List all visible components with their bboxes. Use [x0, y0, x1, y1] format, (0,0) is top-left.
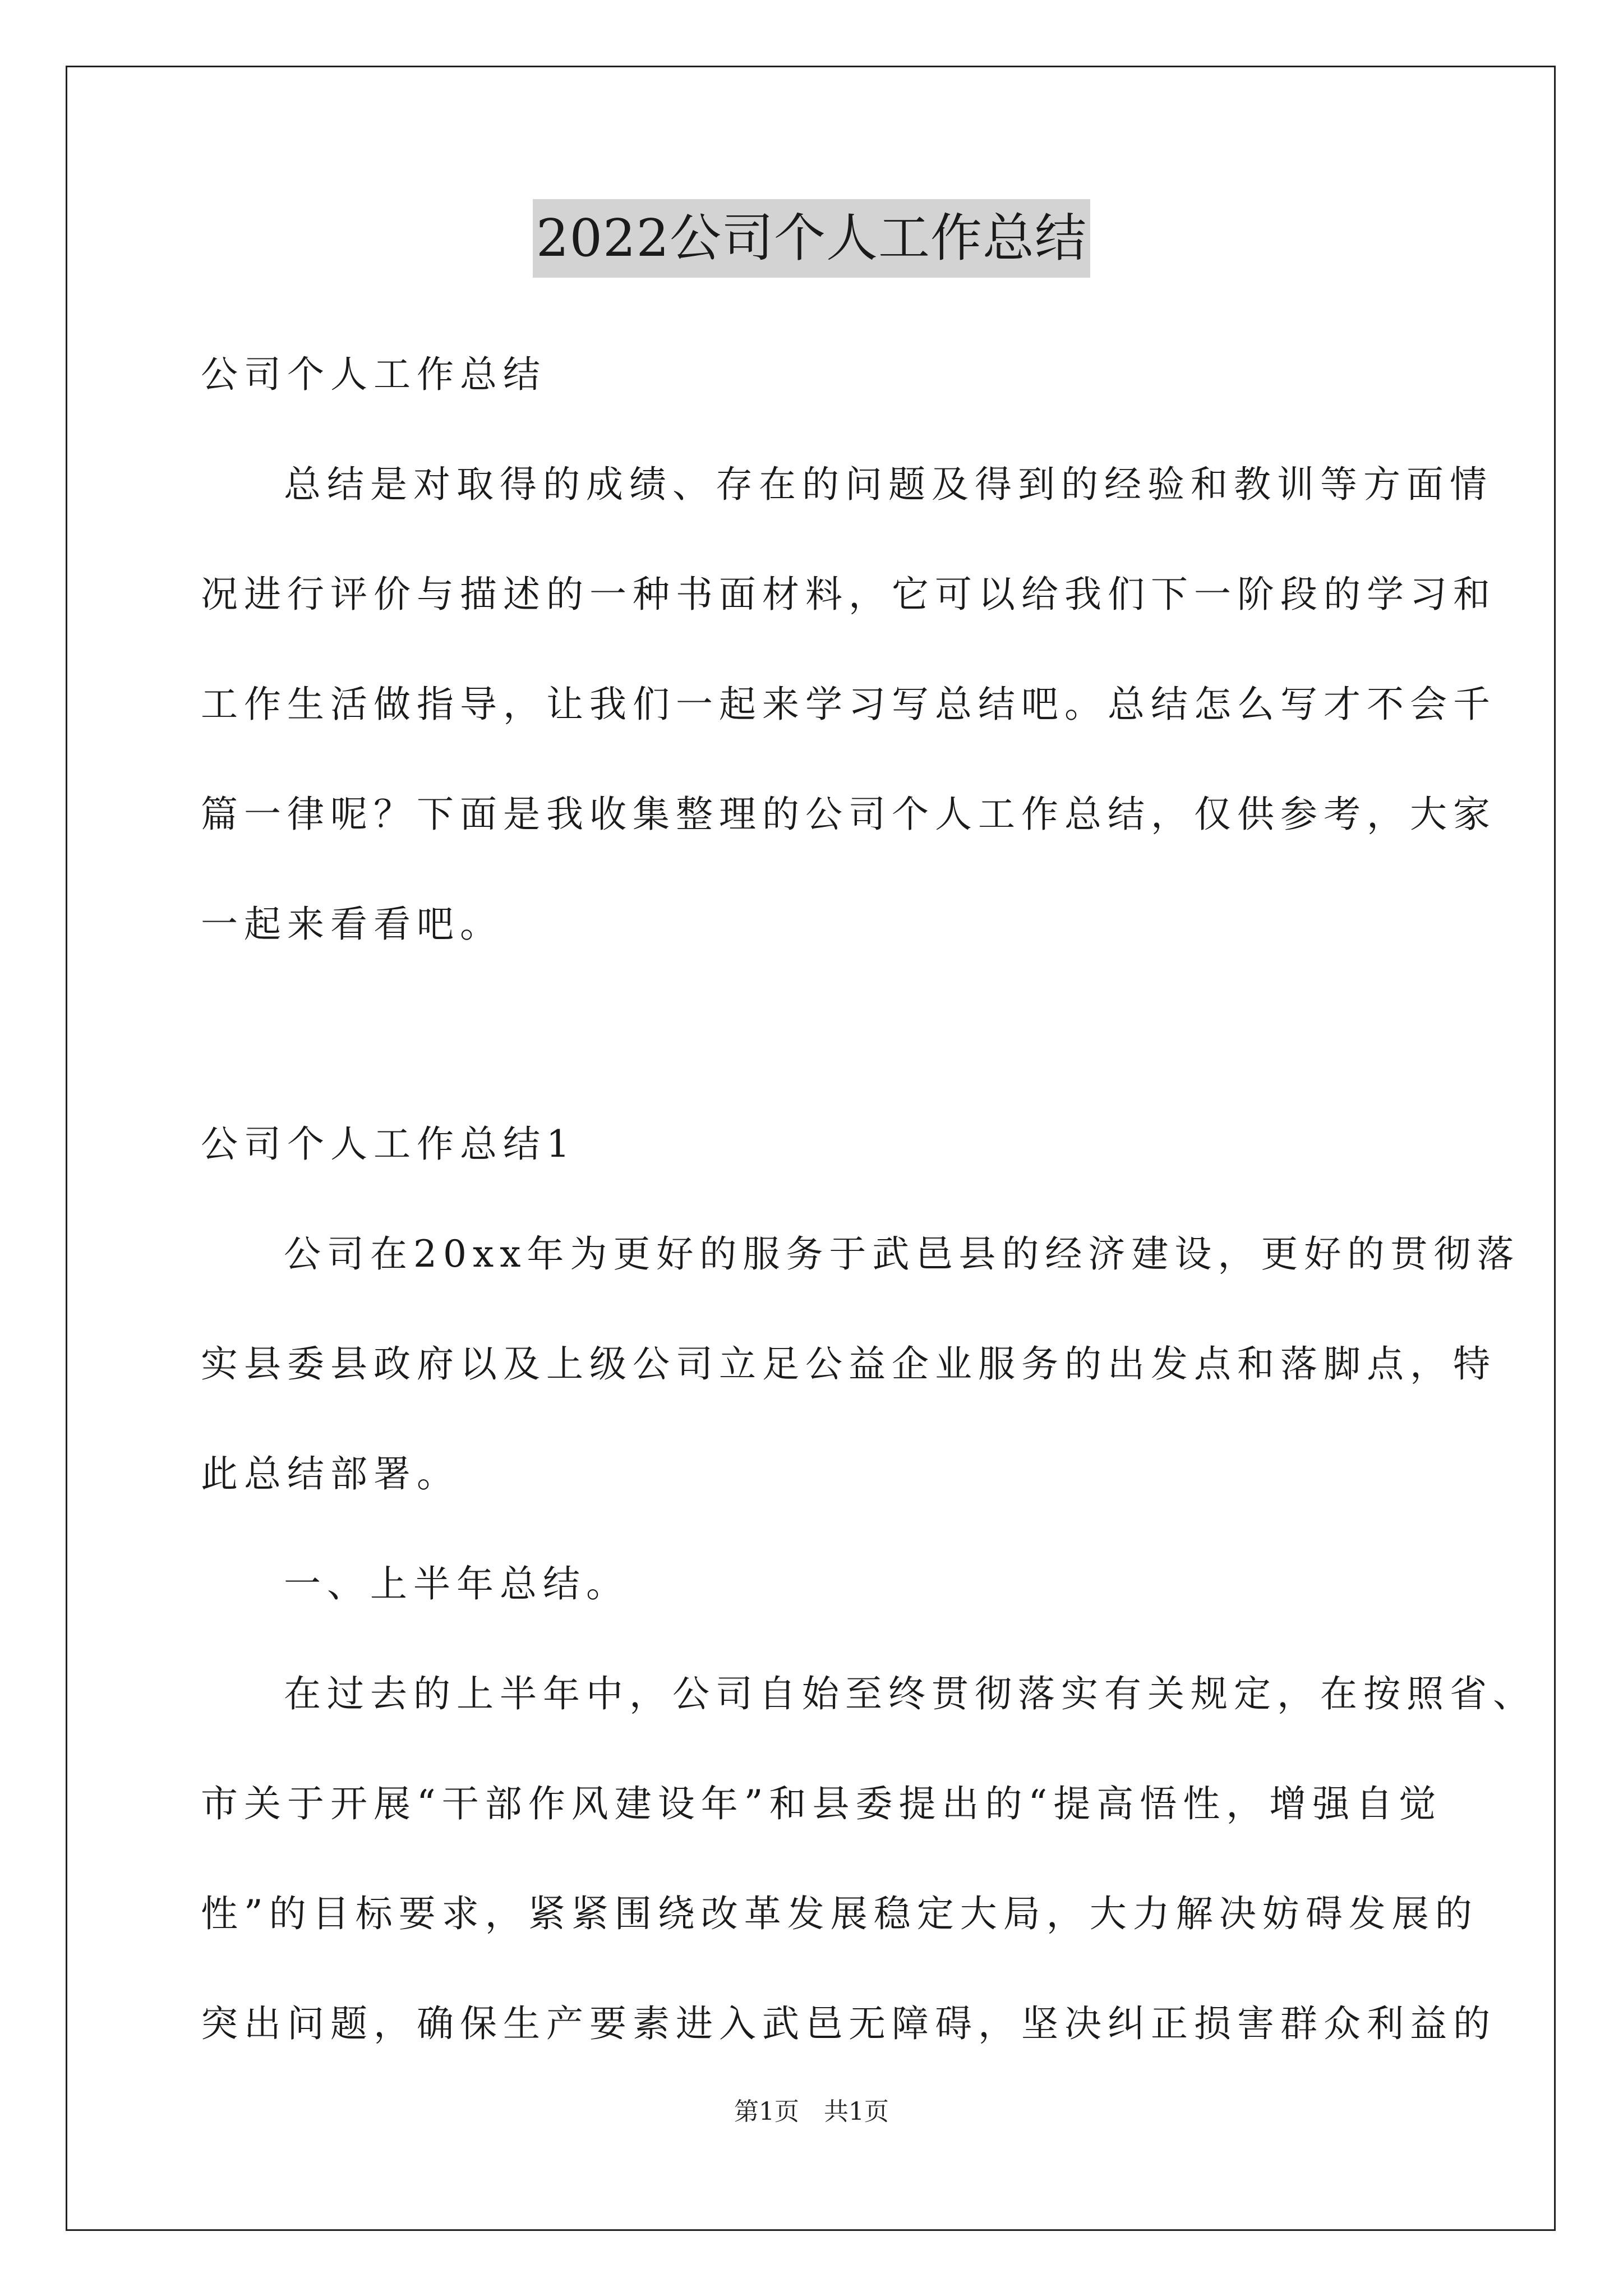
paragraph-line: 公司在20xx年为更好的服务于武邑县的经济建设，更好的贯彻落 — [284, 1232, 1520, 1276]
title-container — [0, 199, 1623, 278]
paragraph-gap — [201, 979, 1435, 1089]
subsection-heading: 一、上半年总结。 — [284, 1562, 629, 1605]
paragraph-line: 篇一律呢？下面是我收集整理的公司个人工作总结，仅供参考，大家 — [201, 793, 1496, 836]
document-title: 2022公司个人工作总结 — [533, 199, 1090, 278]
paragraph-line: 突出问题，确保生产要素进入武邑无障碍，坚决纠正损害群众利益的 — [201, 2002, 1496, 2045]
paragraph-line: 市关于开展“干部作风建设年”和县委提出的“提高悟性，增强自觉 — [201, 1782, 1442, 1825]
paragraph-line: 总结是对取得的成绩、存在的问题及得到的经验和教训等方面情 — [284, 463, 1493, 506]
page-total: 共1页 — [824, 2097, 889, 2126]
section-heading: 公司个人工作总结 — [201, 353, 546, 396]
paragraph-line: 实县委县政府以及上级公司立足公益企业服务的出发点和落脚点，特 — [201, 1342, 1496, 1386]
section-heading: 公司个人工作总结1 — [201, 1122, 576, 1166]
paragraph-line: 一起来看看吧。 — [201, 903, 503, 946]
paragraph-line: 此总结部署。 — [201, 1452, 460, 1496]
paragraph-line: 性”的目标要求，紧紧围绕改革发展稳定大局，大力解决妨碍发展的 — [201, 1892, 1478, 1935]
page-footer — [0, 2095, 1623, 2129]
document-body — [201, 320, 1536, 2079]
paragraph-line: 况进行评价与描述的一种书面材料，它可以给我们下一阶段的学习和 — [201, 573, 1496, 616]
page-number: 第1页 — [734, 2097, 799, 2126]
paragraph-line: 在过去的上半年中，公司自始至终贯彻落实有关规定，在按照省、 — [284, 1672, 1536, 1715]
paragraph-line: 工作生活做指导，让我们一起来学习写总结吧。总结怎么写才不会千 — [201, 683, 1496, 726]
